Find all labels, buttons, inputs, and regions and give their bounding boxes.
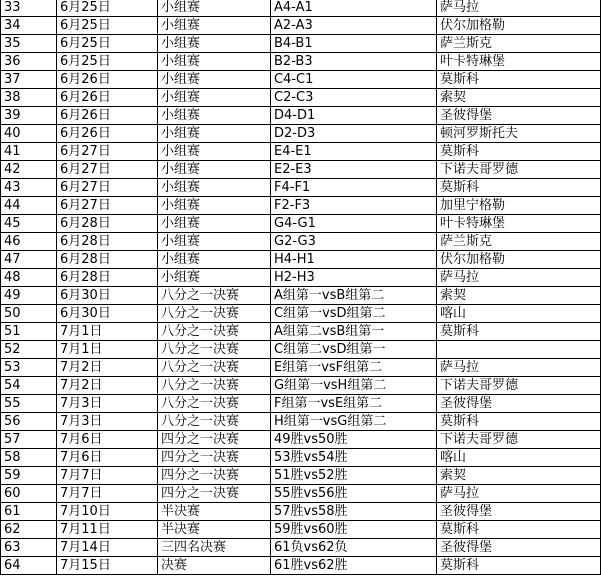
stage-cell[interactable]: 小组赛 xyxy=(158,233,271,251)
stage-cell[interactable]: 八分之一决赛 xyxy=(158,287,271,305)
match-number-cell[interactable]: 48 xyxy=(1,269,57,287)
stage-cell[interactable]: 八分之一决赛 xyxy=(158,341,271,359)
fixture-cell[interactable]: F组第一vsE组第二 xyxy=(271,395,437,413)
venue-cell[interactable]: 索契 xyxy=(437,467,601,485)
venue-cell[interactable]: 喀山 xyxy=(437,305,601,323)
fixture-cell[interactable]: 53胜vs54胜 xyxy=(271,449,437,467)
date-cell[interactable]: 7月11日 xyxy=(57,521,158,539)
match-number-cell[interactable]: 43 xyxy=(1,179,57,197)
match-number-cell[interactable]: 56 xyxy=(1,413,57,431)
stage-cell[interactable]: 小组赛 xyxy=(158,269,271,287)
fixture-cell[interactable]: C组第二vsD组第一 xyxy=(271,341,437,359)
date-cell[interactable]: 6月25日 xyxy=(57,17,158,35)
match-number-cell[interactable]: 64 xyxy=(1,557,57,575)
date-cell[interactable]: 6月26日 xyxy=(57,107,158,125)
table-row xyxy=(1,0,601,17)
stage-cell[interactable]: 小组赛 xyxy=(158,179,271,197)
table-row xyxy=(1,53,601,71)
table-row xyxy=(1,521,601,539)
venue-cell[interactable]: 叶卡特琳堡 xyxy=(437,53,601,71)
match-number-cell[interactable]: 34 xyxy=(1,17,57,35)
venue-cell[interactable]: 莫斯科 xyxy=(437,143,601,161)
table-row xyxy=(1,269,601,287)
venue-cell[interactable]: 萨兰斯克 xyxy=(437,35,601,53)
date-cell[interactable]: 6月27日 xyxy=(57,179,158,197)
venue-cell[interactable]: 莫斯科 xyxy=(437,323,601,341)
table-row xyxy=(1,179,601,197)
venue-cell[interactable]: 伏尔加格勒 xyxy=(437,251,601,269)
fixture-cell[interactable]: 49胜vs50胜 xyxy=(271,431,437,449)
table-row xyxy=(1,161,601,179)
table-row xyxy=(1,17,601,35)
table-row xyxy=(1,125,601,143)
match-number-cell[interactable]: 58 xyxy=(1,449,57,467)
stage-cell[interactable]: 小组赛 xyxy=(158,197,271,215)
match-number-cell[interactable]: 51 xyxy=(1,323,57,341)
date-cell[interactable]: 7月15日 xyxy=(57,557,158,575)
fixture-cell[interactable]: E2-E3 xyxy=(271,161,437,179)
match-number-cell[interactable]: 40 xyxy=(1,125,57,143)
table-row xyxy=(1,323,601,341)
date-cell[interactable]: 7月2日 xyxy=(57,359,158,377)
date-cell[interactable]: 6月27日 xyxy=(57,197,158,215)
match-number-cell[interactable]: 54 xyxy=(1,377,57,395)
stage-cell[interactable]: 四分之一决赛 xyxy=(158,485,271,503)
table-row xyxy=(1,431,601,449)
date-cell[interactable]: 6月28日 xyxy=(57,233,158,251)
date-cell[interactable]: 7月2日 xyxy=(57,377,158,395)
match-number-cell[interactable]: 41 xyxy=(1,143,57,161)
table-row xyxy=(1,377,601,395)
match-number-cell[interactable]: 46 xyxy=(1,233,57,251)
table-row xyxy=(1,341,601,359)
stage-cell[interactable]: 小组赛 xyxy=(158,107,271,125)
fixture-cell[interactable]: F2-F3 xyxy=(271,197,437,215)
match-number-cell[interactable]: 39 xyxy=(1,107,57,125)
stage-cell[interactable]: 小组赛 xyxy=(158,71,271,89)
stage-cell[interactable]: 三四名决赛 xyxy=(158,539,271,557)
match-number-cell[interactable]: 62 xyxy=(1,521,57,539)
fixture-cell[interactable]: H组第一vsG组第二 xyxy=(271,413,437,431)
table-row xyxy=(1,485,601,503)
date-cell[interactable]: 7月6日 xyxy=(57,449,158,467)
fixture-cell[interactable]: E组第一vsF组第二 xyxy=(271,359,437,377)
date-cell[interactable]: 7月3日 xyxy=(57,413,158,431)
stage-cell[interactable]: 八分之一决赛 xyxy=(158,413,271,431)
match-number-cell[interactable]: 57 xyxy=(1,431,57,449)
date-cell[interactable]: 6月26日 xyxy=(57,71,158,89)
stage-cell[interactable]: 四分之一决赛 xyxy=(158,431,271,449)
fixture-cell[interactable]: H4-H1 xyxy=(271,251,437,269)
venue-cell[interactable]: 顿河罗斯托夫 xyxy=(437,125,601,143)
date-cell[interactable]: 7月7日 xyxy=(57,485,158,503)
match-number-cell[interactable]: 55 xyxy=(1,395,57,413)
venue-cell[interactable]: 伏尔加格勒 xyxy=(437,17,601,35)
fixture-cell[interactable]: C组第一vsD组第二 xyxy=(271,305,437,323)
fixture-cell[interactable]: 61负vs62负 xyxy=(271,539,437,557)
venue-cell[interactable]: 萨马拉 xyxy=(437,269,601,287)
stage-cell[interactable]: 小组赛 xyxy=(158,89,271,107)
fixture-cell[interactable]: G组第一vsH组第二 xyxy=(271,377,437,395)
match-number-cell[interactable]: 49 xyxy=(1,287,57,305)
stage-cell[interactable]: 八分之一决赛 xyxy=(158,323,271,341)
fixture-cell[interactable]: C2-C3 xyxy=(271,89,437,107)
venue-cell[interactable]: 加里宁格勒 xyxy=(437,197,601,215)
fixture-cell[interactable]: G4-G1 xyxy=(271,215,437,233)
stage-cell[interactable]: 小组赛 xyxy=(158,17,271,35)
table-row xyxy=(1,143,601,161)
venue-cell[interactable]: 下诺夫哥罗德 xyxy=(437,377,601,395)
fixture-cell[interactable]: 59胜vs60胜 xyxy=(271,521,437,539)
date-cell[interactable]: 7月7日 xyxy=(57,467,158,485)
table-row xyxy=(1,413,601,431)
date-cell[interactable]: 7月6日 xyxy=(57,431,158,449)
date-cell[interactable]: 6月28日 xyxy=(57,269,158,287)
table-row xyxy=(1,251,601,269)
match-number-cell[interactable]: 61 xyxy=(1,503,57,521)
stage-cell[interactable]: 小组赛 xyxy=(158,215,271,233)
match-number-cell[interactable]: 50 xyxy=(1,305,57,323)
date-cell[interactable]: 7月3日 xyxy=(57,395,158,413)
venue-cell[interactable]: 萨兰斯克 xyxy=(437,233,601,251)
venue-cell[interactable]: 索契 xyxy=(437,89,601,107)
date-cell[interactable]: 6月25日 xyxy=(57,0,158,17)
match-number-cell[interactable]: 33 xyxy=(1,0,57,17)
date-cell[interactable]: 6月26日 xyxy=(57,89,158,107)
date-cell[interactable]: 6月30日 xyxy=(57,287,158,305)
table-row xyxy=(1,305,601,323)
venue-cell[interactable] xyxy=(437,341,601,359)
match-number-cell[interactable]: 35 xyxy=(1,35,57,53)
stage-cell[interactable]: 小组赛 xyxy=(158,125,271,143)
table-row xyxy=(1,359,601,377)
table-row xyxy=(1,71,601,89)
fixture-cell[interactable]: A2-A3 xyxy=(271,17,437,35)
venue-cell[interactable]: 圣彼得堡 xyxy=(437,539,601,557)
venue-cell[interactable]: 圣彼得堡 xyxy=(437,107,601,125)
fixture-cell[interactable]: B4-B1 xyxy=(271,35,437,53)
venue-cell[interactable]: 萨马拉 xyxy=(437,0,601,17)
date-cell[interactable]: 6月27日 xyxy=(57,143,158,161)
fixture-cell[interactable]: 57胜vs58胜 xyxy=(271,503,437,521)
venue-cell[interactable]: 叶卡特琳堡 xyxy=(437,215,601,233)
table-row xyxy=(1,35,601,53)
stage-cell[interactable]: 小组赛 xyxy=(158,143,271,161)
fixture-cell[interactable]: D4-D1 xyxy=(271,107,437,125)
stage-cell[interactable]: 决赛 xyxy=(158,557,271,575)
date-cell[interactable]: 6月27日 xyxy=(57,161,158,179)
venue-cell[interactable]: 莫斯科 xyxy=(437,413,601,431)
stage-cell[interactable]: 半决赛 xyxy=(158,503,271,521)
venue-cell[interactable]: 萨马拉 xyxy=(437,359,601,377)
stage-cell[interactable]: 八分之一决赛 xyxy=(158,395,271,413)
fixture-cell[interactable]: F4-F1 xyxy=(271,179,437,197)
match-number-cell[interactable]: 63 xyxy=(1,539,57,557)
match-number-cell[interactable]: 36 xyxy=(1,53,57,71)
table-row xyxy=(1,395,601,413)
fixture-cell[interactable]: 55胜vs56胜 xyxy=(271,485,437,503)
match-number-cell[interactable]: 59 xyxy=(1,467,57,485)
fixture-cell[interactable]: E4-E1 xyxy=(271,143,437,161)
fixture-cell[interactable]: B2-B3 xyxy=(271,53,437,71)
table-row xyxy=(1,197,601,215)
venue-cell[interactable]: 萨马拉 xyxy=(437,485,601,503)
stage-cell[interactable]: 半决赛 xyxy=(158,521,271,539)
match-number-cell[interactable]: 42 xyxy=(1,161,57,179)
table-row xyxy=(1,449,601,467)
match-number-cell[interactable]: 38 xyxy=(1,89,57,107)
fixture-cell[interactable]: G2-G3 xyxy=(271,233,437,251)
fixture-cell[interactable]: H2-H3 xyxy=(271,269,437,287)
stage-cell[interactable]: 八分之一决赛 xyxy=(158,377,271,395)
fixture-cell[interactable]: A4-A1 xyxy=(271,0,437,17)
date-cell[interactable]: 7月14日 xyxy=(57,539,158,557)
match-number-cell[interactable]: 44 xyxy=(1,197,57,215)
table-row xyxy=(1,557,601,575)
table-row xyxy=(1,287,601,305)
date-cell[interactable]: 6月30日 xyxy=(57,305,158,323)
stage-cell[interactable]: 小组赛 xyxy=(158,35,271,53)
match-number-cell[interactable]: 37 xyxy=(1,71,57,89)
date-cell[interactable]: 7月1日 xyxy=(57,323,158,341)
venue-cell[interactable]: 索契 xyxy=(437,287,601,305)
date-cell[interactable]: 6月26日 xyxy=(57,125,158,143)
match-number-cell[interactable]: 52 xyxy=(1,341,57,359)
table-row xyxy=(1,233,601,251)
venue-cell[interactable]: 莫斯科 xyxy=(437,179,601,197)
stage-cell[interactable]: 四分之一决赛 xyxy=(158,449,271,467)
table-row xyxy=(1,539,601,557)
match-number-cell[interactable]: 53 xyxy=(1,359,57,377)
stage-cell[interactable]: 八分之一决赛 xyxy=(158,359,271,377)
fixture-cell[interactable]: A组第二vsB组第一 xyxy=(271,323,437,341)
stage-cell[interactable]: 四分之一决赛 xyxy=(158,467,271,485)
stage-cell[interactable]: 小组赛 xyxy=(158,251,271,269)
table-row xyxy=(1,89,601,107)
stage-cell[interactable]: 小组赛 xyxy=(158,0,271,17)
date-cell[interactable]: 6月25日 xyxy=(57,35,158,53)
fixture-cell[interactable]: C4-C1 xyxy=(271,71,437,89)
fixture-cell[interactable]: 61胜vs62胜 xyxy=(271,557,437,575)
venue-cell[interactable]: 莫斯科 xyxy=(437,71,601,89)
date-cell[interactable]: 6月28日 xyxy=(57,215,158,233)
schedule-table-body xyxy=(1,0,601,575)
stage-cell[interactable]: 小组赛 xyxy=(158,161,271,179)
table-row xyxy=(1,467,601,485)
venue-cell[interactable]: 圣彼得堡 xyxy=(437,503,601,521)
venue-cell[interactable]: 莫斯科 xyxy=(437,521,601,539)
table-row xyxy=(1,503,601,521)
match-number-cell[interactable]: 47 xyxy=(1,251,57,269)
stage-cell[interactable]: 八分之一决赛 xyxy=(158,305,271,323)
venue-cell[interactable]: 喀山 xyxy=(437,449,601,467)
match-number-cell[interactable]: 45 xyxy=(1,215,57,233)
match-number-cell[interactable]: 60 xyxy=(1,485,57,503)
stage-cell[interactable]: 小组赛 xyxy=(158,53,271,71)
venue-cell[interactable]: 下诺夫哥罗德 xyxy=(437,161,601,179)
date-cell[interactable]: 7月1日 xyxy=(57,341,158,359)
date-cell[interactable]: 6月25日 xyxy=(57,53,158,71)
fixture-cell[interactable]: 51胜vs52胜 xyxy=(271,467,437,485)
date-cell[interactable]: 7月10日 xyxy=(57,503,158,521)
venue-cell[interactable]: 下诺夫哥罗德 xyxy=(437,431,601,449)
venue-cell[interactable]: 圣彼得堡 xyxy=(437,395,601,413)
fixture-cell[interactable]: A组第一vsB组第二 xyxy=(271,287,437,305)
fixture-cell[interactable]: D2-D3 xyxy=(271,125,437,143)
table-row xyxy=(1,107,601,125)
date-cell[interactable]: 6月28日 xyxy=(57,251,158,269)
venue-cell[interactable]: 莫斯科 xyxy=(437,557,601,575)
table-row xyxy=(1,215,601,233)
